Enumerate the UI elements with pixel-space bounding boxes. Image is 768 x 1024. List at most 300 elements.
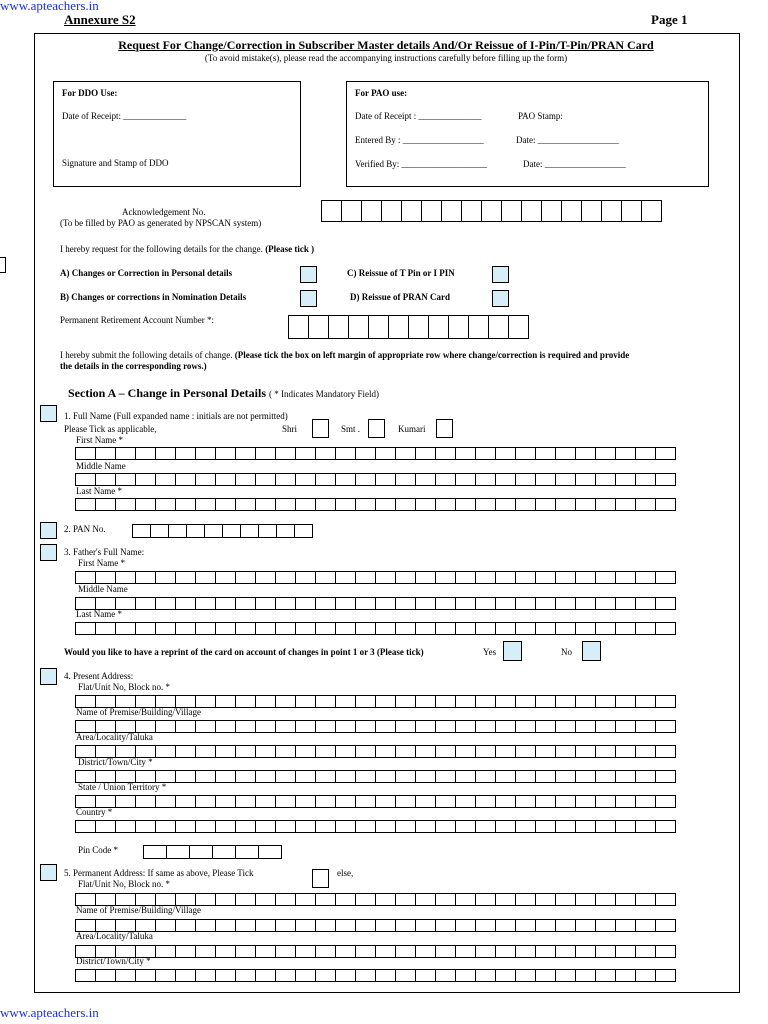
char-box[interactable] bbox=[215, 695, 236, 708]
char-box[interactable] bbox=[315, 945, 336, 958]
char-box[interactable] bbox=[295, 745, 316, 758]
char-box[interactable] bbox=[575, 597, 596, 610]
char-box[interactable] bbox=[175, 820, 196, 833]
char-box[interactable] bbox=[515, 919, 536, 932]
char-box[interactable] bbox=[315, 597, 336, 610]
char-box[interactable] bbox=[328, 315, 349, 339]
char-box[interactable] bbox=[655, 945, 676, 958]
char-box[interactable] bbox=[375, 945, 396, 958]
char-box[interactable] bbox=[276, 524, 295, 538]
char-box[interactable] bbox=[275, 473, 296, 486]
char-box[interactable] bbox=[275, 571, 296, 584]
char-box[interactable] bbox=[501, 200, 522, 222]
char-box[interactable] bbox=[215, 571, 236, 584]
char-box[interactable] bbox=[615, 893, 636, 906]
char-box[interactable] bbox=[375, 498, 396, 511]
char-box[interactable] bbox=[375, 893, 396, 906]
char-box[interactable] bbox=[655, 893, 676, 906]
char-box[interactable] bbox=[555, 597, 576, 610]
char-box[interactable] bbox=[235, 498, 256, 511]
char-box[interactable] bbox=[395, 498, 416, 511]
char-box[interactable] bbox=[455, 770, 476, 783]
char-box[interactable] bbox=[521, 200, 542, 222]
char-box[interactable] bbox=[168, 524, 187, 538]
char-box[interactable] bbox=[95, 498, 116, 511]
char-box[interactable] bbox=[455, 498, 476, 511]
char-box[interactable] bbox=[355, 447, 376, 460]
char-box[interactable] bbox=[355, 745, 376, 758]
char-box[interactable] bbox=[401, 200, 422, 222]
char-box[interactable] bbox=[395, 770, 416, 783]
char-box[interactable] bbox=[595, 745, 616, 758]
char-box[interactable] bbox=[308, 315, 329, 339]
char-box[interactable] bbox=[555, 770, 576, 783]
char-box[interactable] bbox=[155, 622, 176, 635]
char-box[interactable] bbox=[595, 720, 616, 733]
char-box[interactable] bbox=[455, 945, 476, 958]
char-box[interactable] bbox=[455, 622, 476, 635]
char-box[interactable] bbox=[235, 893, 256, 906]
char-box[interactable] bbox=[448, 315, 469, 339]
char-box[interactable] bbox=[488, 315, 509, 339]
char-box[interactable] bbox=[415, 969, 436, 982]
char-box[interactable] bbox=[355, 795, 376, 808]
char-box[interactable] bbox=[355, 969, 376, 982]
char-box[interactable] bbox=[275, 945, 296, 958]
char-box[interactable] bbox=[515, 695, 536, 708]
char-box[interactable] bbox=[455, 893, 476, 906]
char-box[interactable] bbox=[575, 893, 596, 906]
char-box[interactable] bbox=[475, 945, 496, 958]
char-box[interactable] bbox=[575, 795, 596, 808]
char-box[interactable] bbox=[235, 919, 256, 932]
char-box[interactable] bbox=[235, 571, 256, 584]
char-box[interactable] bbox=[621, 200, 642, 222]
char-box[interactable] bbox=[435, 919, 456, 932]
q2-row-checkbox[interactable] bbox=[40, 522, 57, 539]
char-box[interactable] bbox=[595, 695, 616, 708]
char-box[interactable] bbox=[175, 622, 196, 635]
char-box[interactable] bbox=[395, 597, 416, 610]
char-box[interactable] bbox=[212, 845, 236, 859]
char-box[interactable] bbox=[275, 597, 296, 610]
char-box[interactable] bbox=[135, 795, 156, 808]
char-box[interactable] bbox=[215, 720, 236, 733]
option-d-checkbox[interactable] bbox=[492, 290, 509, 307]
char-box[interactable] bbox=[615, 597, 636, 610]
char-box[interactable] bbox=[555, 720, 576, 733]
char-box[interactable] bbox=[175, 919, 196, 932]
char-box[interactable] bbox=[335, 770, 356, 783]
char-box[interactable] bbox=[555, 695, 576, 708]
option-c-checkbox[interactable] bbox=[492, 266, 509, 283]
char-box[interactable] bbox=[475, 795, 496, 808]
char-box[interactable] bbox=[515, 745, 536, 758]
char-box[interactable] bbox=[295, 498, 316, 511]
char-box[interactable] bbox=[135, 447, 156, 460]
char-box[interactable] bbox=[395, 919, 416, 932]
q3-last-name-boxes[interactable] bbox=[76, 622, 676, 635]
char-box[interactable] bbox=[395, 945, 416, 958]
char-box[interactable] bbox=[655, 695, 676, 708]
char-box[interactable] bbox=[195, 820, 216, 833]
char-box[interactable] bbox=[95, 571, 116, 584]
q4-row-checkbox[interactable] bbox=[40, 668, 57, 685]
q4-area-boxes[interactable] bbox=[76, 745, 676, 758]
char-box[interactable] bbox=[195, 919, 216, 932]
char-box[interactable] bbox=[601, 200, 622, 222]
char-box[interactable] bbox=[655, 720, 676, 733]
title-smt-checkbox[interactable] bbox=[368, 419, 385, 438]
char-box[interactable] bbox=[135, 498, 156, 511]
char-box[interactable] bbox=[315, 622, 336, 635]
char-box[interactable] bbox=[175, 597, 196, 610]
char-box[interactable] bbox=[315, 571, 336, 584]
char-box[interactable] bbox=[240, 524, 259, 538]
char-box[interactable] bbox=[395, 820, 416, 833]
char-box[interactable] bbox=[415, 597, 436, 610]
char-box[interactable] bbox=[535, 498, 556, 511]
char-box[interactable] bbox=[255, 795, 276, 808]
char-box[interactable] bbox=[361, 200, 382, 222]
char-box[interactable] bbox=[215, 820, 236, 833]
char-box[interactable] bbox=[115, 473, 136, 486]
pan-boxes[interactable] bbox=[133, 524, 313, 538]
char-box[interactable] bbox=[95, 969, 116, 982]
char-box[interactable] bbox=[295, 597, 316, 610]
char-box[interactable] bbox=[95, 622, 116, 635]
q5-same-address-checkbox[interactable] bbox=[312, 869, 329, 888]
char-box[interactable] bbox=[186, 524, 205, 538]
char-box[interactable] bbox=[215, 893, 236, 906]
char-box[interactable] bbox=[75, 969, 96, 982]
char-box[interactable] bbox=[295, 622, 316, 635]
char-box[interactable] bbox=[455, 571, 476, 584]
char-box[interactable] bbox=[215, 919, 236, 932]
char-box[interactable] bbox=[535, 695, 556, 708]
char-box[interactable] bbox=[195, 770, 216, 783]
char-box[interactable] bbox=[375, 447, 396, 460]
char-box[interactable] bbox=[135, 571, 156, 584]
char-box[interactable] bbox=[455, 473, 476, 486]
char-box[interactable] bbox=[595, 945, 616, 958]
char-box[interactable] bbox=[655, 447, 676, 460]
char-box[interactable] bbox=[321, 200, 342, 222]
char-box[interactable] bbox=[355, 919, 376, 932]
char-box[interactable] bbox=[255, 720, 276, 733]
char-box[interactable] bbox=[535, 473, 556, 486]
char-box[interactable] bbox=[375, 795, 396, 808]
char-box[interactable] bbox=[655, 795, 676, 808]
char-box[interactable] bbox=[395, 969, 416, 982]
char-box[interactable] bbox=[475, 695, 496, 708]
char-box[interactable] bbox=[295, 820, 316, 833]
char-box[interactable] bbox=[655, 919, 676, 932]
char-box[interactable] bbox=[195, 720, 216, 733]
char-box[interactable] bbox=[515, 597, 536, 610]
char-box[interactable] bbox=[295, 795, 316, 808]
char-box[interactable] bbox=[255, 571, 276, 584]
char-box[interactable] bbox=[255, 622, 276, 635]
char-box[interactable] bbox=[575, 571, 596, 584]
char-box[interactable] bbox=[535, 720, 556, 733]
char-box[interactable] bbox=[415, 473, 436, 486]
char-box[interactable] bbox=[575, 945, 596, 958]
char-box[interactable] bbox=[215, 447, 236, 460]
char-box[interactable] bbox=[381, 200, 402, 222]
char-box[interactable] bbox=[435, 795, 456, 808]
char-box[interactable] bbox=[150, 524, 169, 538]
char-box[interactable] bbox=[395, 795, 416, 808]
char-box[interactable] bbox=[455, 720, 476, 733]
char-box[interactable] bbox=[508, 315, 529, 339]
char-box[interactable] bbox=[335, 695, 356, 708]
q3-middle-name-boxes[interactable] bbox=[76, 597, 676, 610]
char-box[interactable] bbox=[475, 745, 496, 758]
char-box[interactable] bbox=[495, 720, 516, 733]
char-box[interactable] bbox=[595, 571, 616, 584]
char-box[interactable] bbox=[195, 597, 216, 610]
char-box[interactable] bbox=[415, 447, 436, 460]
char-box[interactable] bbox=[475, 893, 496, 906]
char-box[interactable] bbox=[495, 820, 516, 833]
option-a-checkbox[interactable] bbox=[300, 266, 317, 283]
char-box[interactable] bbox=[175, 498, 196, 511]
char-box[interactable] bbox=[495, 571, 516, 584]
pin-code-boxes[interactable] bbox=[144, 845, 282, 859]
char-box[interactable] bbox=[275, 447, 296, 460]
char-box[interactable] bbox=[615, 945, 636, 958]
char-box[interactable] bbox=[655, 820, 676, 833]
char-box[interactable] bbox=[635, 498, 656, 511]
char-box[interactable] bbox=[615, 720, 636, 733]
char-box[interactable] bbox=[155, 447, 176, 460]
char-box[interactable] bbox=[535, 745, 556, 758]
char-box[interactable] bbox=[75, 571, 96, 584]
char-box[interactable] bbox=[235, 447, 256, 460]
char-box[interactable] bbox=[555, 447, 576, 460]
char-box[interactable] bbox=[255, 893, 276, 906]
char-box[interactable] bbox=[255, 597, 276, 610]
char-box[interactable] bbox=[155, 597, 176, 610]
reprint-no-checkbox[interactable] bbox=[582, 641, 601, 661]
bottom-site-link[interactable]: www.apteachers.in bbox=[0, 1005, 99, 1020]
char-box[interactable] bbox=[155, 498, 176, 511]
char-box[interactable] bbox=[395, 447, 416, 460]
char-box[interactable] bbox=[315, 695, 336, 708]
char-box[interactable] bbox=[215, 622, 236, 635]
char-box[interactable] bbox=[315, 893, 336, 906]
char-box[interactable] bbox=[375, 473, 396, 486]
char-box[interactable] bbox=[355, 473, 376, 486]
char-box[interactable] bbox=[375, 597, 396, 610]
char-box[interactable] bbox=[595, 919, 616, 932]
q5-row-checkbox[interactable] bbox=[40, 864, 57, 881]
char-box[interactable] bbox=[615, 969, 636, 982]
char-box[interactable] bbox=[615, 571, 636, 584]
char-box[interactable] bbox=[95, 820, 116, 833]
char-box[interactable] bbox=[455, 969, 476, 982]
char-box[interactable] bbox=[275, 720, 296, 733]
char-box[interactable] bbox=[635, 695, 656, 708]
char-box[interactable] bbox=[435, 473, 456, 486]
char-box[interactable] bbox=[575, 969, 596, 982]
q1-middle-name-boxes[interactable] bbox=[76, 473, 676, 486]
char-box[interactable] bbox=[335, 720, 356, 733]
char-box[interactable] bbox=[258, 524, 277, 538]
char-box[interactable] bbox=[295, 571, 316, 584]
char-box[interactable] bbox=[235, 473, 256, 486]
char-box[interactable] bbox=[195, 622, 216, 635]
char-box[interactable] bbox=[275, 795, 296, 808]
char-box[interactable] bbox=[275, 969, 296, 982]
char-box[interactable] bbox=[655, 597, 676, 610]
char-box[interactable] bbox=[335, 597, 356, 610]
char-box[interactable] bbox=[655, 498, 676, 511]
char-box[interactable] bbox=[535, 969, 556, 982]
char-box[interactable] bbox=[535, 597, 556, 610]
char-box[interactable] bbox=[195, 945, 216, 958]
char-box[interactable] bbox=[135, 969, 156, 982]
char-box[interactable] bbox=[595, 597, 616, 610]
char-box[interactable] bbox=[255, 945, 276, 958]
char-box[interactable] bbox=[395, 695, 416, 708]
char-box[interactable] bbox=[315, 820, 336, 833]
char-box[interactable] bbox=[215, 795, 236, 808]
char-box[interactable] bbox=[515, 770, 536, 783]
char-box[interactable] bbox=[395, 720, 416, 733]
top-site-link[interactable]: www.apteachers.in bbox=[0, 0, 99, 13]
char-box[interactable] bbox=[155, 919, 176, 932]
char-box[interactable] bbox=[515, 720, 536, 733]
char-box[interactable] bbox=[235, 597, 256, 610]
char-box[interactable] bbox=[315, 720, 336, 733]
char-box[interactable] bbox=[541, 200, 562, 222]
q4-premise-boxes[interactable] bbox=[76, 720, 676, 733]
char-box[interactable] bbox=[595, 473, 616, 486]
char-box[interactable] bbox=[355, 571, 376, 584]
char-box[interactable] bbox=[355, 945, 376, 958]
char-box[interactable] bbox=[335, 945, 356, 958]
char-box[interactable] bbox=[455, 795, 476, 808]
char-box[interactable] bbox=[468, 315, 489, 339]
char-box[interactable] bbox=[435, 447, 456, 460]
char-box[interactable] bbox=[555, 571, 576, 584]
char-box[interactable] bbox=[635, 893, 656, 906]
char-box[interactable] bbox=[275, 498, 296, 511]
char-box[interactable] bbox=[415, 622, 436, 635]
char-box[interactable] bbox=[555, 893, 576, 906]
char-box[interactable] bbox=[275, 770, 296, 783]
char-box[interactable] bbox=[495, 447, 516, 460]
char-box[interactable] bbox=[215, 745, 236, 758]
char-box[interactable] bbox=[315, 447, 336, 460]
char-box[interactable] bbox=[294, 524, 313, 538]
char-box[interactable] bbox=[255, 919, 276, 932]
char-box[interactable] bbox=[75, 820, 96, 833]
char-box[interactable] bbox=[575, 622, 596, 635]
char-box[interactable] bbox=[495, 745, 516, 758]
char-box[interactable] bbox=[475, 498, 496, 511]
ack-number-boxes[interactable] bbox=[322, 200, 662, 222]
char-box[interactable] bbox=[635, 919, 656, 932]
char-box[interactable] bbox=[341, 200, 362, 222]
char-box[interactable] bbox=[75, 498, 96, 511]
char-box[interactable] bbox=[575, 770, 596, 783]
char-box[interactable] bbox=[175, 473, 196, 486]
char-box[interactable] bbox=[375, 820, 396, 833]
char-box[interactable] bbox=[355, 893, 376, 906]
char-box[interactable] bbox=[635, 571, 656, 584]
char-box[interactable] bbox=[195, 571, 216, 584]
char-box[interactable] bbox=[655, 622, 676, 635]
char-box[interactable] bbox=[155, 820, 176, 833]
char-box[interactable] bbox=[195, 969, 216, 982]
char-box[interactable] bbox=[515, 945, 536, 958]
char-box[interactable] bbox=[635, 447, 656, 460]
char-box[interactable] bbox=[115, 447, 136, 460]
char-box[interactable] bbox=[635, 622, 656, 635]
char-box[interactable] bbox=[388, 315, 409, 339]
char-box[interactable] bbox=[615, 473, 636, 486]
char-box[interactable] bbox=[255, 770, 276, 783]
char-box[interactable] bbox=[615, 919, 636, 932]
char-box[interactable] bbox=[395, 473, 416, 486]
char-box[interactable] bbox=[421, 200, 442, 222]
char-box[interactable] bbox=[195, 745, 216, 758]
char-box[interactable] bbox=[335, 893, 356, 906]
char-box[interactable] bbox=[555, 745, 576, 758]
char-box[interactable] bbox=[635, 597, 656, 610]
char-box[interactable] bbox=[561, 200, 582, 222]
char-box[interactable] bbox=[375, 571, 396, 584]
char-box[interactable] bbox=[75, 622, 96, 635]
char-box[interactable] bbox=[615, 447, 636, 460]
char-box[interactable] bbox=[615, 820, 636, 833]
char-box[interactable] bbox=[435, 571, 456, 584]
char-box[interactable] bbox=[455, 820, 476, 833]
char-box[interactable] bbox=[395, 622, 416, 635]
char-box[interactable] bbox=[495, 695, 516, 708]
char-box[interactable] bbox=[515, 795, 536, 808]
char-box[interactable] bbox=[615, 795, 636, 808]
char-box[interactable] bbox=[641, 200, 662, 222]
char-box[interactable] bbox=[515, 447, 536, 460]
char-box[interactable] bbox=[655, 969, 676, 982]
char-box[interactable] bbox=[115, 498, 136, 511]
char-box[interactable] bbox=[135, 473, 156, 486]
char-box[interactable] bbox=[495, 919, 516, 932]
char-box[interactable] bbox=[195, 447, 216, 460]
char-box[interactable] bbox=[375, 770, 396, 783]
char-box[interactable] bbox=[435, 820, 456, 833]
char-box[interactable] bbox=[495, 893, 516, 906]
char-box[interactable] bbox=[255, 498, 276, 511]
char-box[interactable] bbox=[335, 447, 356, 460]
char-box[interactable] bbox=[295, 770, 316, 783]
char-box[interactable] bbox=[635, 720, 656, 733]
char-box[interactable] bbox=[415, 795, 436, 808]
char-box[interactable] bbox=[255, 447, 276, 460]
char-box[interactable] bbox=[495, 795, 516, 808]
char-box[interactable] bbox=[315, 919, 336, 932]
char-box[interactable] bbox=[495, 498, 516, 511]
char-box[interactable] bbox=[335, 498, 356, 511]
char-box[interactable] bbox=[295, 945, 316, 958]
char-box[interactable] bbox=[535, 945, 556, 958]
q3-row-checkbox[interactable] bbox=[40, 544, 57, 561]
char-box[interactable] bbox=[375, 622, 396, 635]
